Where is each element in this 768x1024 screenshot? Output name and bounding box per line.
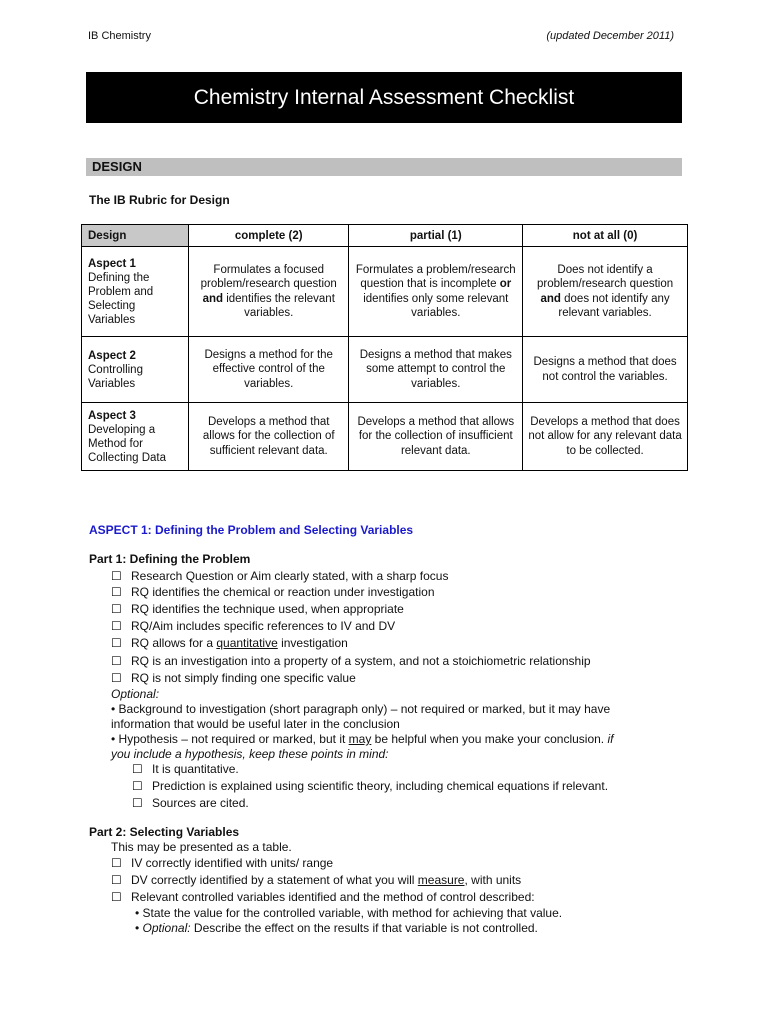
complete-cell: Develops a method that allows for the collection of sufficient relevant data. [189,403,349,471]
bullet-text: be helpful when you make your conclusion. [371,732,608,746]
col-partial: partial (1) [349,225,523,247]
part1-title: Part 1: Defining the Problem [89,552,251,566]
aspect1-heading: ASPECT 1: Defining the Problem and Selecting Variables [89,523,414,537]
aspect-title: Aspect 1 [88,257,136,270]
none-cell: Develops a method that does not allow for any relevant data to be collected. [523,403,688,471]
checklist-item [111,856,333,870]
cell-text: Does not identify a problem/research question [536,263,674,290]
item-text: RQ is an investigation into a property of a system, and not a stoichiometric relationship [131,654,591,668]
checkbox-icon[interactable]: ☐ [111,585,122,599]
sub-checklist-item [132,779,608,793]
checklist-item [111,873,521,887]
checkbox-icon[interactable]: ☐ [111,873,122,887]
bullet-italic: if [607,732,614,746]
checkbox-icon[interactable]: ☐ [132,762,143,776]
item-text: RQ/Aim includes specific references to IV and DV [131,619,396,633]
item-text: investigation [277,636,348,650]
part2-title: Part 2: Selecting Variables [89,825,240,839]
checkbox-icon[interactable]: ☐ [111,602,122,616]
cell-text: does not identify any relevant variables. [558,292,670,319]
sub-checklist-item [132,796,249,810]
checkbox-icon[interactable]: ☐ [111,890,122,904]
cell-text: identifies the relevant variables. [223,292,335,319]
bullet-underlined: may [348,732,372,746]
aspect-cell [82,403,189,471]
table-row [82,403,688,471]
aspect-name: Controlling Variables [88,363,143,390]
aspect-title: Aspect 3 [88,409,136,422]
checklist-item [111,569,448,583]
item-underlined: quantitative [216,636,278,650]
checkbox-icon[interactable]: ☐ [111,671,122,685]
rubric-table [81,224,688,471]
item-text: , with units [464,873,522,887]
item-text: DV correctly identified by a statement of what you will [131,873,418,887]
cell-text: identifies only some relevant variables. [363,292,509,319]
checklist-item [111,671,356,685]
complete-cell [189,247,349,337]
table-row [82,337,688,403]
col-design: Design [82,225,189,247]
table-row [82,247,688,337]
page-title: Chemistry Internal Assessment Checklist [86,72,682,123]
partial-cell: Designs a method that makes some attempt to control the variables. [349,337,523,403]
aspect-title: Aspect 2 [88,349,136,362]
none-cell [523,247,688,337]
checkbox-icon[interactable]: ☐ [111,569,122,583]
checklist-item [111,654,591,668]
part2-intro: This may be presented as a table. [111,840,292,854]
checklist-item [111,585,435,599]
none-cell: Designs a method that does not control the variables. [523,337,688,403]
checklist-item [111,619,395,633]
optional-label: Optional: [111,687,160,701]
col-not-at-all: not at all (0) [523,225,688,247]
controlled-bullet: • State the value for the controlled variable, with method for achieving that value. [135,906,563,920]
header-left: IB Chemistry [88,30,151,42]
partial-cell [349,247,523,337]
bullet-text: • [135,921,143,935]
partial-cell: Develops a method that allows for the collection of insufficient relevant data. [349,403,523,471]
item-text: IV correctly identified with units/ range [131,856,334,870]
item-text: RQ allows for a [131,636,217,650]
section-design: DESIGN [86,158,682,176]
controlled-bullet-optional [135,921,538,935]
aspect-cell [82,337,189,403]
hypothesis-bullet-cont: you include a hypothesis, keep these points in mind: [111,747,389,761]
hypothesis-bullet [111,732,613,746]
rubric-heading: The IB Rubric for Design [89,193,230,207]
item-text: RQ is not simply finding one specific value [131,671,356,685]
checkbox-icon[interactable]: ☐ [111,619,122,633]
rubric-header-row [82,225,688,247]
header-right: (updated December 2011) [546,30,674,42]
aspect-cell [82,247,189,337]
cell-text: Formulates a focused problem/research question [200,263,337,290]
checklist-item [111,890,535,904]
complete-cell: Designs a method for the effective control of the variables. [189,337,349,403]
checkbox-icon[interactable]: ☐ [111,654,122,668]
bullet-text: Describe the effect on the results if that variable is not controlled. [190,921,538,935]
checkbox-icon[interactable]: ☐ [111,856,122,870]
optional-bullet-cont: information that would be useful later in the conclusion [111,717,400,731]
cell-emph: and [202,292,224,305]
item-text: Sources are cited. [152,796,249,810]
cell-emph: and [540,292,561,305]
checklist-item [111,602,404,616]
item-text: Research Question or Aim clearly stated, with a sharp focus [131,569,449,583]
checkbox-icon[interactable]: ☐ [111,636,122,650]
bullet-italic: Optional: [142,921,191,935]
checklist-item [111,636,348,650]
item-text: It is quantitative. [152,762,239,776]
bullet-text: • Hypothesis – not required or marked, but it [111,732,349,746]
aspect-name: Developing a Method for Collecting Data [88,423,166,464]
item-text: Prediction is explained using scientific theory, including chemical equations if relevant. [152,779,609,793]
checkbox-icon[interactable]: ☐ [132,779,143,793]
item-underlined: measure [417,873,465,887]
aspect-name: Defining the Problem and Selecting Variables [88,271,154,326]
checkbox-icon[interactable]: ☐ [132,796,143,810]
item-text: RQ identifies the technique used, when appropriate [131,602,404,616]
item-text: Relevant controlled variables identified and the method of control described: [131,890,535,904]
col-complete: complete (2) [189,225,349,247]
sub-checklist-item [132,762,239,776]
cell-text: Formulates a problem/research question that is incomplete [355,263,516,290]
optional-bullet: • Background to investigation (short paragraph only) – not required or marked, but it may have [111,702,611,716]
item-text: RQ identifies the chemical or reaction under investigation [131,585,435,599]
cell-emph: or [499,278,512,290]
